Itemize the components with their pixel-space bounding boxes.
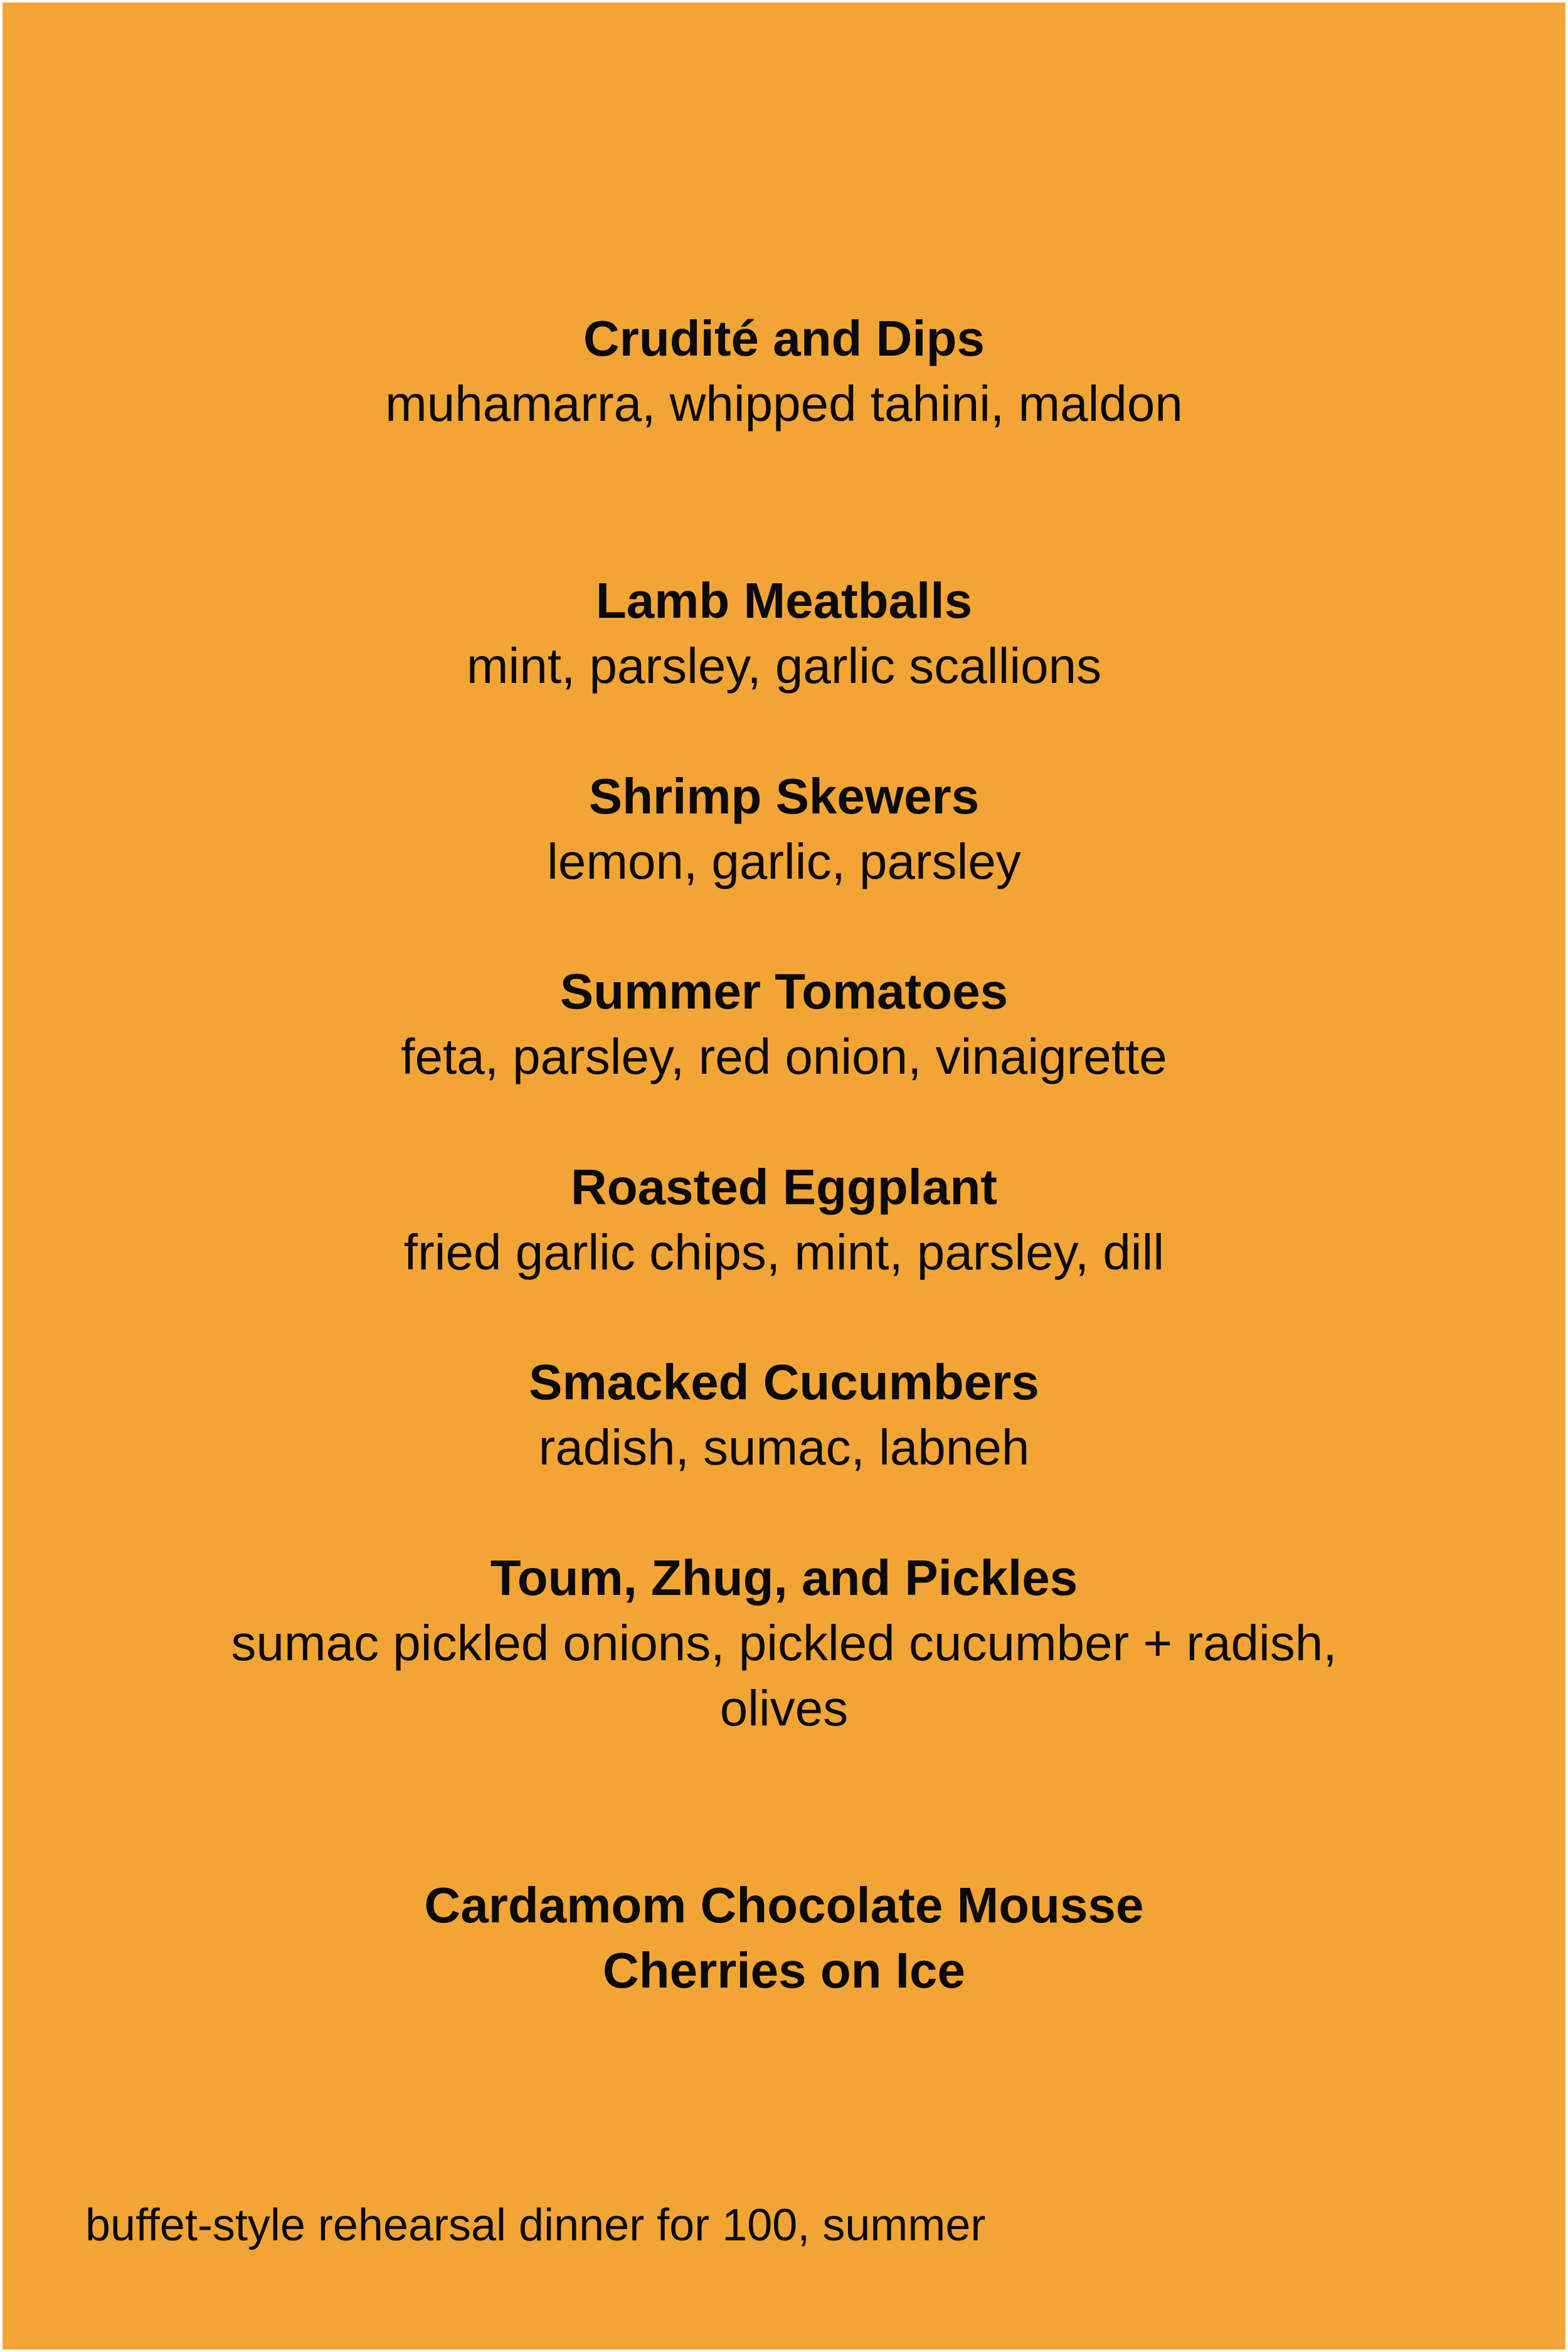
menu-item-toum-zhug-pickles bbox=[3, 1545, 1565, 1741]
item-description: feta, parsley, red onion, vinaigrette bbox=[401, 1029, 1167, 1084]
dessert-title: Cardamom Chocolate Mousse bbox=[424, 1877, 1144, 1933]
item-title: Summer Tomatoes bbox=[559, 963, 1009, 1019]
menu-item-roasted-eggplant bbox=[3, 1155, 1565, 1285]
menu-item-shrimp-skewers bbox=[3, 764, 1565, 894]
menu-item-smacked-cucumbers bbox=[3, 1350, 1565, 1480]
item-title: Toum, Zhug, and Pickles bbox=[490, 1550, 1078, 1606]
item-title: Crudité and Dips bbox=[583, 310, 985, 366]
item-description: muhamarra, whipped tahini, maldon bbox=[385, 376, 1183, 432]
item-description: fried garlic chips, mint, parsley, dill bbox=[403, 1224, 1165, 1280]
item-title: Lamb Meatballs bbox=[595, 573, 973, 628]
event-note: buffet-style rehearsal dinner for 100, summer bbox=[85, 2200, 986, 2250]
menu-item-lamb-meatballs bbox=[3, 568, 1565, 699]
item-description: mint, parsley, garlic scallions bbox=[466, 638, 1102, 694]
menu-card bbox=[3, 3, 1565, 2349]
item-description-line-1: sumac pickled onions, pickled cucumber + radish, bbox=[231, 1615, 1337, 1671]
item-description: radish, sumac, labneh bbox=[538, 1419, 1030, 1475]
item-title: Shrimp Skewers bbox=[588, 768, 980, 824]
menu-item-summer-tomatoes bbox=[3, 959, 1565, 1089]
item-title: Smacked Cucumbers bbox=[529, 1354, 1039, 1410]
dessert-section bbox=[3, 1873, 1565, 2003]
item-title: Roasted Eggplant bbox=[570, 1159, 998, 1215]
menu-item-crudite bbox=[3, 306, 1565, 437]
item-description-line-2: olives bbox=[719, 1680, 849, 1736]
dessert-title: Cherries on Ice bbox=[602, 1942, 965, 1998]
item-description: lemon, garlic, parsley bbox=[547, 834, 1021, 889]
